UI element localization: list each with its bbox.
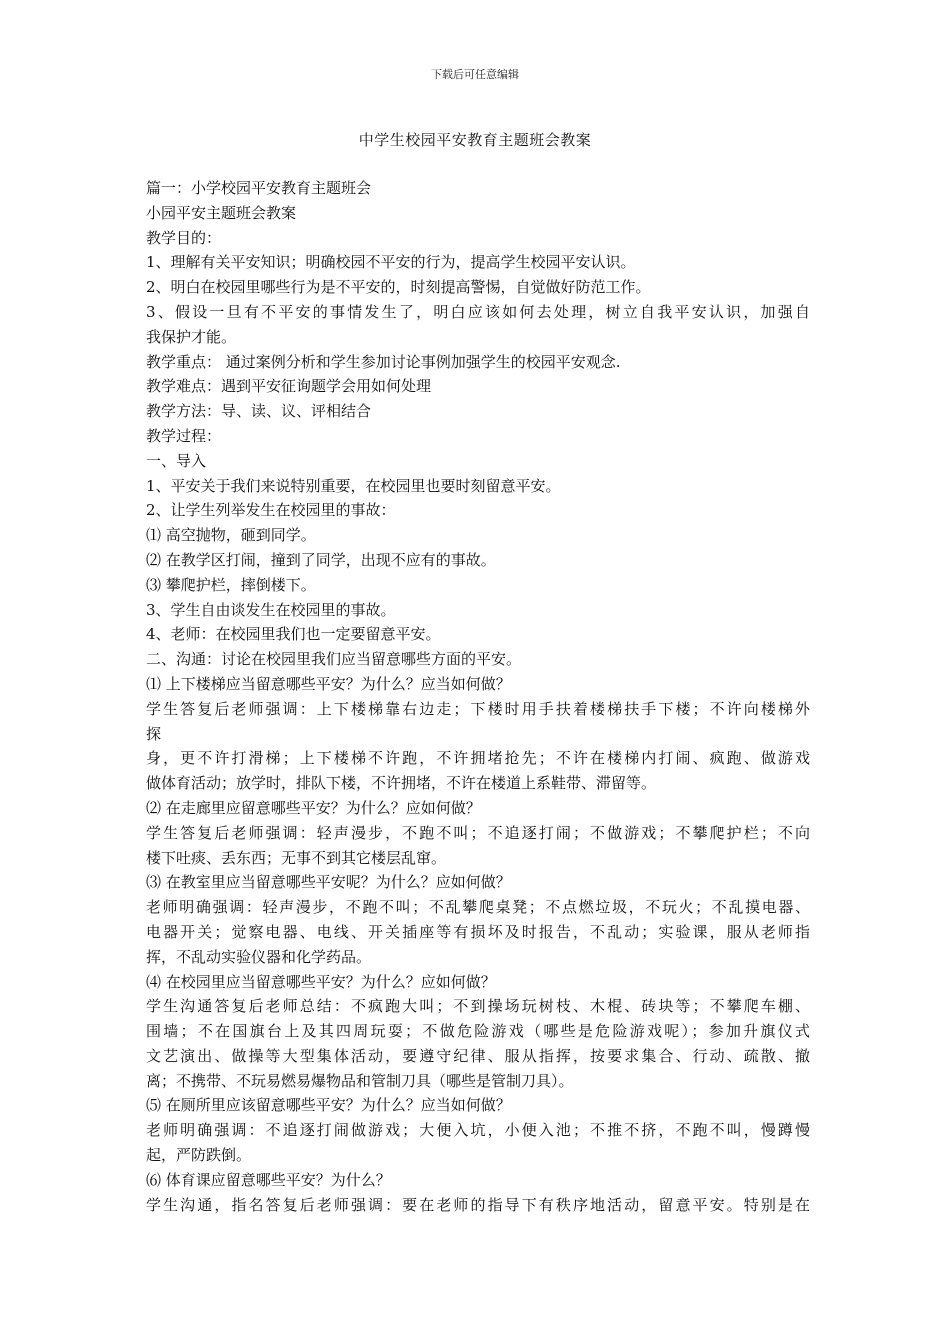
text-line: 老师明确强调：轻声漫步，不跑不叫；不乱攀爬桌凳；不点燃垃圾，不玩火；不乱摸电器、 xyxy=(146,898,810,917)
text-line: 学生沟通，指名答复后老师强调：要在老师的指导下有秩序地活动，留意平安。特别是在 xyxy=(146,1195,810,1214)
text-line: 老师明确强调：不追逐打闹做游戏；大便入坑，小便入池；不推不挤，不跑不叫，慢蹲慢 xyxy=(146,1121,810,1140)
text-line: 学生答复后老师强调：上下楼梯靠右边走；下楼时用手扶着楼梯扶手下楼；不许向楼梯外 xyxy=(146,699,810,718)
text-line: 教学目的： xyxy=(146,228,222,247)
text-line: 1、理解有关平安知识；明确校园不平安的行为，提高学生校园平安认识。 xyxy=(146,253,636,272)
document-title: 中学生校园平安教育主题班会教案 xyxy=(358,131,592,149)
text-line: 一、导入 xyxy=(146,451,207,470)
text-line: ⑸ 在厕所里应该留意哪些平安？为什么？应当如何做？ xyxy=(146,1096,511,1115)
text-line: ⑵ 在教学区打闹，撞到了同学，出现不应有的事故。 xyxy=(146,550,496,569)
text-line: ⑷ 在校园里应当留意哪些平安？为什么？应如何做？ xyxy=(146,972,496,991)
text-line: 1、平安关于我们来说特别重要，在校园里也要时刻留意平安。 xyxy=(146,476,561,495)
text-line: 教学过程： xyxy=(146,426,222,445)
text-line: ⑹ 体育课应留意哪些平安？为什么？ xyxy=(146,1170,391,1189)
text-line: 二、沟通：讨论在校园里我们应当留意哪些方面的平安。 xyxy=(146,650,522,669)
text-line: 2、让学生列举发生在校园里的事故： xyxy=(146,501,396,520)
text-line: 2、明白在校园里哪些行为是不平安的，时刻提高警惕，自觉做好防范工作。 xyxy=(146,278,651,297)
text-line: 3、假设一旦有不平安的事情发生了，明白应该如何去处理，树立自我平安认识，加强自 xyxy=(146,302,810,321)
text-line: ⑵ 在走廊里应留意哪些平安？为什么？应如何做？ xyxy=(146,798,481,817)
text-line: ⑶ 攀爬护栏，摔倒楼下。 xyxy=(146,575,316,594)
text-line: ⑶ 在教室里应当留意哪些平安呢？为什么？应如何做？ xyxy=(146,873,511,892)
text-line: 学生答复后老师强调：轻声漫步，不跑不叫；不追逐打闹；不做游戏；不攀爬护栏；不向 xyxy=(146,823,810,842)
text-line: ⑴ 高空抛物，砸到同学。 xyxy=(146,526,316,545)
text-line: 4、老师：在校园里我们也一定要留意平安。 xyxy=(146,625,441,644)
text-line: 围墙；不在国旗台上及其四周玩耍；不做危险游戏（哪些是危险游戏呢）；参加升旗仪式 xyxy=(146,1022,810,1041)
text-line: 学生沟通答复后老师总结：不疯跑大叫；不到操场玩树枝、木棍、砖块等；不攀爬车棚、 xyxy=(146,997,810,1016)
document-body xyxy=(146,176,810,1217)
text-line: 离；不携带、不玩易燃易爆物品和管制刀具（哪些是管制刀具）。 xyxy=(146,1071,574,1090)
text-line: 我保护才能。 xyxy=(146,327,237,346)
text-line: 做体育活动；放学时，排队下楼，不许拥堵，不许在楼道上系鞋带、滞留等。 xyxy=(146,774,657,793)
text-line: ⑴ 上下楼梯应当留意哪些平安？为什么？应当如何做？ xyxy=(146,674,511,693)
text-line: 教学难点：遇到平安征询题学会用如何处理 xyxy=(146,377,432,396)
text-line: 篇一：小学校园平安教育主题班会 xyxy=(146,179,372,197)
text-line: 起，严防跌倒。 xyxy=(146,1146,252,1165)
text-line: 3、学生自由谈发生在校园里的事故。 xyxy=(146,600,396,619)
text-line: 挥，不乱动实验仪器和化学药品。 xyxy=(146,947,372,966)
text-line: 电器开关；觉察电器、电线、开关插座等有损坏及时报告，不乱动；实验课，服从老师指 xyxy=(146,922,810,941)
page-header-note: 下载后可任意编辑 xyxy=(431,68,519,81)
text-line: 楼下吐痰、丢东西；无事不到其它楼层乱窜。 xyxy=(146,848,447,867)
text-line: 身，更不许打滑梯；上下楼梯不许跑，不许拥堵抢先；不许在楼梯内打闹、疯跑、做游戏 xyxy=(146,749,810,768)
text-line: 探 xyxy=(146,724,162,743)
text-line: 教学方法：导、读、议、评相结合 xyxy=(146,402,372,421)
text-line: 文艺演出、做操等大型集体活动，要遵守纪律、服从指挥，按要求集合、行动、疏散、撤 xyxy=(146,1046,810,1065)
text-line: 教学重点： 通过案例分析和学生参加讨论事例加强学生的校园平安观念. xyxy=(146,352,621,371)
text-line: 小园平安主题班会教案 xyxy=(146,203,297,222)
